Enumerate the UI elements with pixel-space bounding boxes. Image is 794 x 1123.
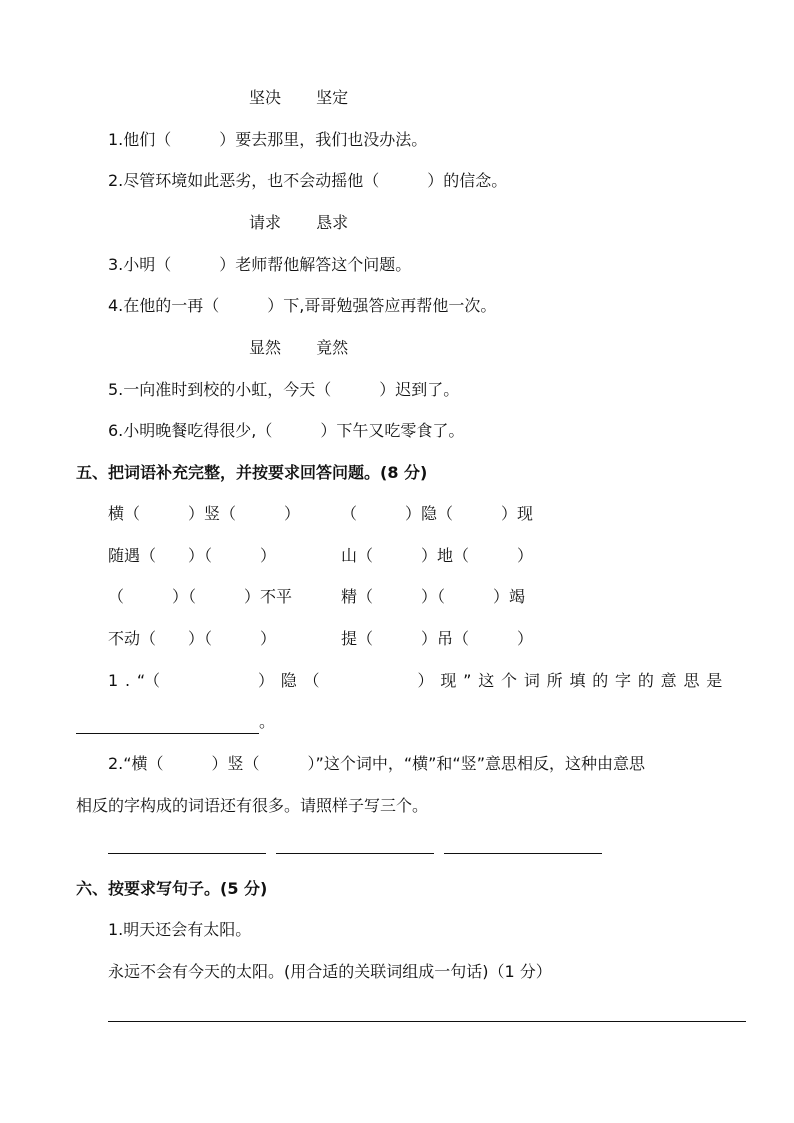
fill-word: 提（ ）吊（ ） (341, 629, 534, 648)
word-option: 恳求 (316, 213, 349, 232)
section-5-question-2-cont: 相反的字构成的词语还有很多。请照样子写三个。 (76, 796, 429, 815)
question-5: 5.一向准时到校的小虹，今天（ ）迟到了。 (108, 380, 460, 399)
answer-line (444, 853, 602, 854)
section-5-question-2: 2.“横（ ）竖（ ）”这个词中，“横”和“竖”意思相反，这种由意思 (108, 754, 646, 773)
word-choice-row (249, 86, 348, 110)
fill-word: （ ）（ ）不平 (108, 587, 293, 606)
word-option: 竟然 (316, 338, 349, 357)
fill-word: （ ）隐（ ）现 (341, 504, 534, 523)
section-5-heading: 五、把词语补充完整，并按要求回答问题。(8 分) (76, 463, 428, 482)
fill-word: 精（ ）（ ）竭 (341, 587, 526, 606)
answer-line (108, 853, 266, 854)
word-option: 请求 (249, 213, 282, 232)
question-4: 4.在他的一再（ ）下,哥哥勉强答应再帮他一次。 (108, 296, 497, 315)
question-3: 3.小明（ ）老师帮他解答这个问题。 (108, 255, 412, 274)
question-6: 6.小明晚餐吃得很少,（ ）下午又吃零食了。 (108, 421, 465, 440)
word-option: 坚决 (249, 88, 282, 107)
section-5-question-1: 1.“（ ）隐（ ）现”这个词所填的字的意思是 (108, 671, 730, 690)
word-choice-row (249, 336, 348, 360)
section-6-question-1: 1.明天还会有太阳。 (108, 920, 252, 939)
answer-line (276, 853, 434, 854)
period: 。 (259, 712, 276, 731)
word-option: 坚定 (316, 88, 349, 107)
fill-word: 随遇（ ）（ ） (108, 546, 277, 565)
fill-word: 山（ ）地（ ） (341, 546, 534, 565)
word-option: 显然 (249, 338, 282, 357)
word-choice-row (249, 211, 348, 235)
fill-word: 横（ ）竖（ ） (108, 504, 301, 523)
section-6-prompt: 永远不会有今天的太阳。(用合适的关联词组成一句话)（1 分） (108, 962, 552, 981)
fill-word: 不动（ ）（ ） (108, 629, 277, 648)
question-1: 1.他们（ ）要去那里，我们也没办法。 (108, 130, 428, 149)
answer-line (108, 1021, 746, 1022)
section-6-heading: 六、按要求写句子。(5 分) (76, 879, 268, 898)
question-2: 2.尽管环境如此恶劣，也不会动摇他（ ）的信念。 (108, 171, 508, 190)
answer-line (76, 733, 259, 734)
